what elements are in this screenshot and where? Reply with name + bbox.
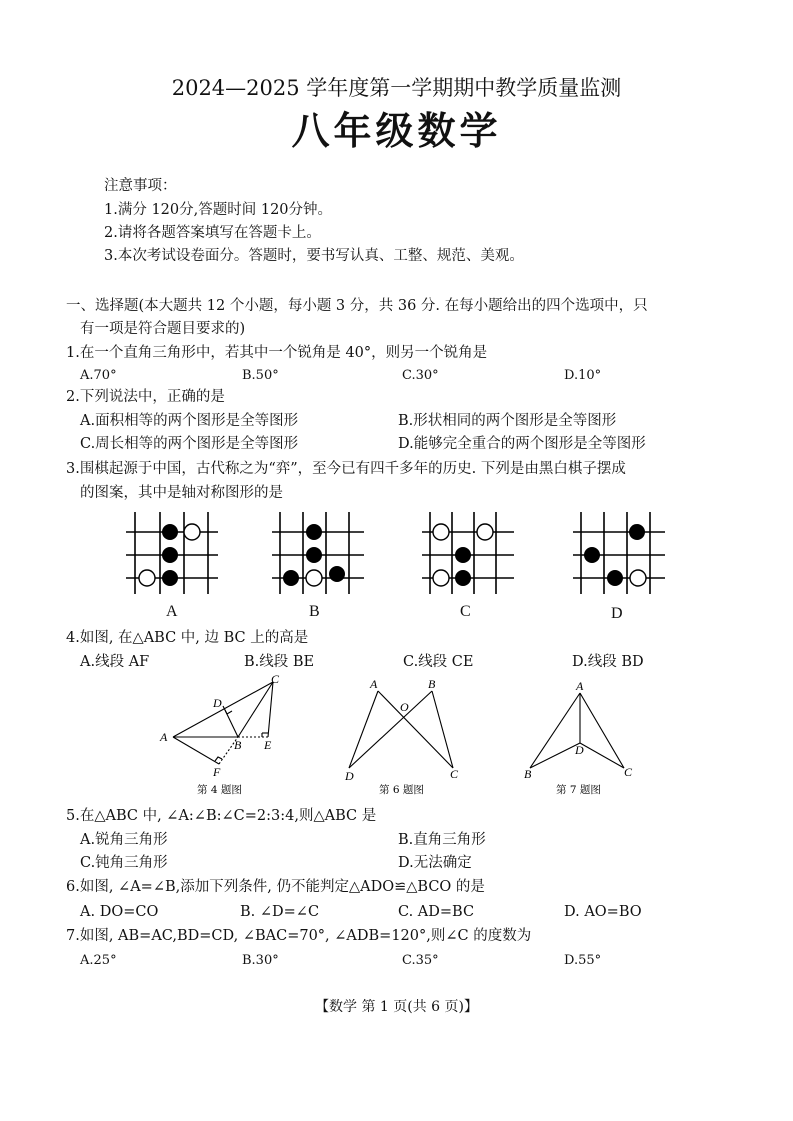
q2-stem: 2.下列说法中，正确的是 xyxy=(66,389,225,405)
note-item-2: 2.请将各题答案填写在答题卡上。 xyxy=(104,225,321,241)
q5-option-a: A.锐角三角形 xyxy=(80,832,168,848)
go-pattern-d xyxy=(569,508,669,598)
fig4-label-e: E xyxy=(264,738,272,752)
notes-heading: 注意事项： xyxy=(104,178,177,194)
note-item-3: 3.本次考试设卷面分。答题时，要书写认真、工整、规范、美观。 xyxy=(104,248,524,264)
page-footer: 【数学 第 1 页(共 6 页)】 xyxy=(315,999,478,1015)
q4-stem: 4.如图, 在△ABC 中, 边 BC 上的高是 xyxy=(66,630,309,646)
fig4-caption: 第 4 题图 xyxy=(197,784,242,796)
fig4-label-f: F xyxy=(213,765,221,779)
figure-4 xyxy=(155,672,290,798)
fig6-label-a: A xyxy=(370,677,378,691)
q7-option-c: C.35° xyxy=(402,953,439,968)
go-label-b: B xyxy=(309,603,320,620)
fig7-label-d: D xyxy=(575,743,584,757)
fig4-label-a: A xyxy=(160,730,168,744)
fig6-label-c: C xyxy=(450,767,459,781)
q5-stem: 5.在△ABC 中, ∠A:∠B:∠C=2:3:4,则△ABC 是 xyxy=(66,808,377,824)
exam-subtitle: 2024—2025 学年度第一学期期中教学质量监测 xyxy=(171,76,622,100)
note-item-1: 1.满分 120分,答题时间 120分钟。 xyxy=(104,202,333,218)
figure-7 xyxy=(518,672,643,798)
go-pattern-a xyxy=(122,508,222,598)
q2-option-a: A.面积相等的两个图形是全等图形 xyxy=(80,413,299,429)
q6-stem: 6.如图, ∠A=∠B,添加下列条件, 仍不能判定△ADO≌△BCO 的是 xyxy=(66,879,485,895)
q7-option-b: B.30° xyxy=(242,953,279,968)
fig7-label-a: A xyxy=(576,679,584,693)
q7-option-a: A.25° xyxy=(80,953,117,968)
q4-option-a: A.线段 AF xyxy=(80,654,150,670)
q5-option-b: B.直角三角形 xyxy=(398,832,486,848)
fig7-label-c: C xyxy=(624,765,633,779)
q2-option-c: C.周长相等的两个图形是全等图形 xyxy=(80,436,299,452)
fig6-label-d: D xyxy=(345,769,354,783)
q7-option-d: D.55° xyxy=(564,953,602,968)
fig7-label-b: B xyxy=(524,767,532,781)
figure-6 xyxy=(335,672,475,798)
fig4-label-c: C xyxy=(271,672,280,686)
section1-heading-line2: 有一项是符合题目要求的) xyxy=(80,321,246,337)
q4-option-d: D.线段 BD xyxy=(572,654,644,670)
fig6-label-b: B xyxy=(428,677,436,691)
q3-stem-line1: 3.围棋起源于中国，古代称之为“弈”，至今已有四千多年的历史. 下列是由黑白棋子摆成 xyxy=(66,461,626,477)
q6-option-d: D. AO=BO xyxy=(564,904,642,920)
q1-option-d: D.10° xyxy=(564,368,602,383)
q6-option-c: C. AD=BC xyxy=(398,904,475,920)
q2-option-b: B.形状相同的两个图形是全等图形 xyxy=(398,413,617,429)
go-pattern-c xyxy=(418,508,518,598)
fig6-label-o: O xyxy=(400,700,409,714)
q4-option-b: B.线段 BE xyxy=(244,654,315,670)
q1-stem: 1.在一个直角三角形中，若其中一个锐角是 40°，则另一个锐角是 xyxy=(66,345,488,361)
q6-option-b: B. ∠D=∠C xyxy=(240,904,320,920)
q7-stem: 7.如图, AB=AC,BD=CD, ∠BAC=70°, ∠ADB=120°,则∠C 的度数为 xyxy=(66,928,532,944)
go-label-a: A xyxy=(166,603,178,620)
fig6-caption: 第 6 题图 xyxy=(379,784,424,796)
q6-option-a: A. DO=CO xyxy=(80,904,159,920)
q4-option-c: C.线段 CE xyxy=(403,654,474,670)
q5-option-c: C.钝角三角形 xyxy=(80,855,168,871)
q2-option-d: D.能够完全重合的两个图形是全等图形 xyxy=(398,436,646,452)
q1-option-b: B.50° xyxy=(242,368,279,383)
exam-title: 八年级数学 xyxy=(291,108,502,153)
go-pattern-b xyxy=(268,508,368,598)
go-label-d: D xyxy=(611,605,623,622)
go-label-c: C xyxy=(460,603,471,620)
q5-option-d: D.无法确定 xyxy=(398,855,472,871)
q1-option-a: A.70° xyxy=(80,368,117,383)
fig4-label-b: B xyxy=(234,738,242,752)
q3-stem-line2: 的图案，其中是轴对称图形的是 xyxy=(80,485,283,501)
q1-option-c: C.30° xyxy=(402,368,439,383)
fig4-label-d: D xyxy=(213,696,222,710)
fig7-caption: 第 7 题图 xyxy=(556,784,601,796)
section1-heading-line1: 一、选择题(本大题共 12 个小题，每小题 3 分，共 36 分. 在每小题给出的四个选项中，只 xyxy=(66,298,648,314)
